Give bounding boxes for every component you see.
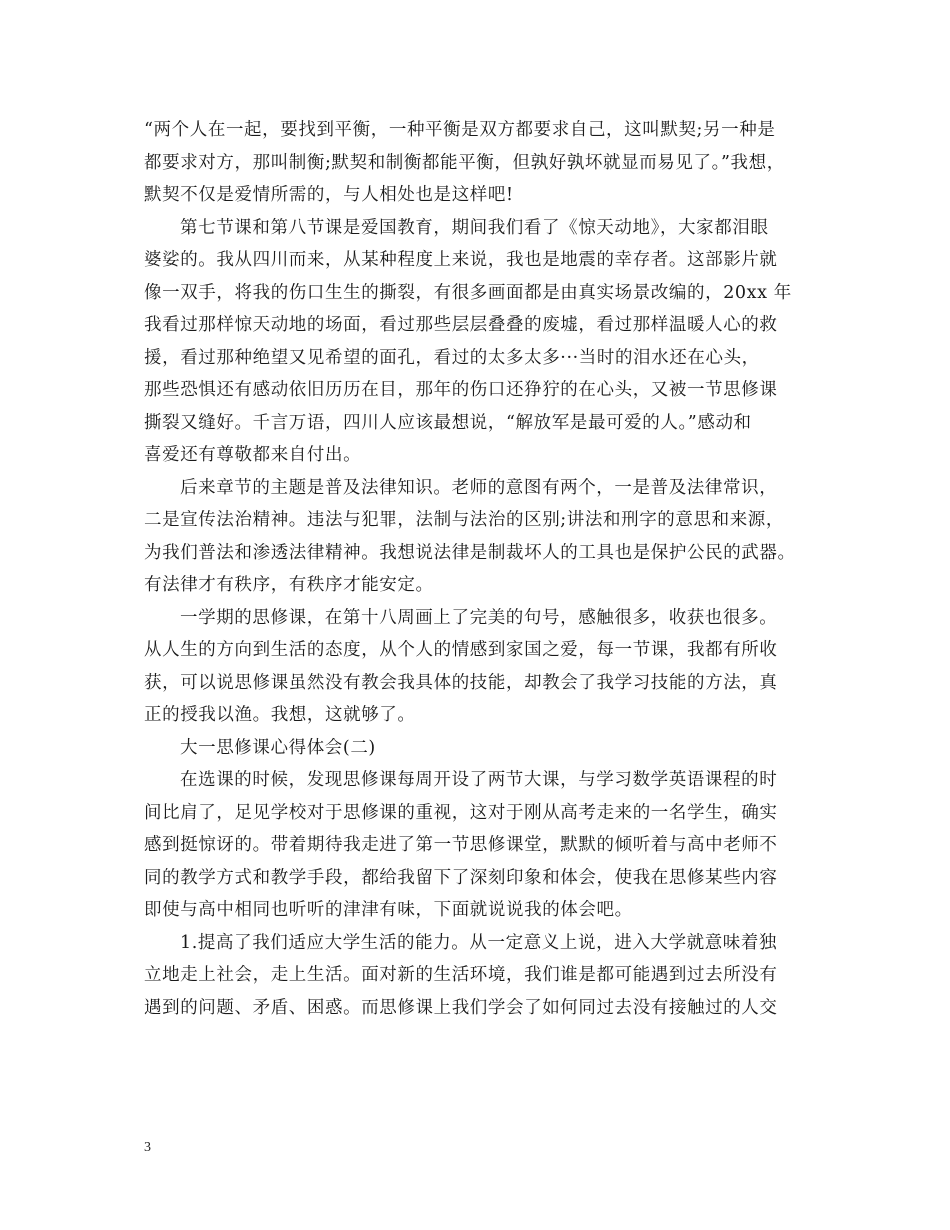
- text-line: 都要求对方，那叫制衡;默契和制衡都能平衡，但孰好孰坏就显而易见了。”我想，: [144, 152, 785, 173]
- text-line: 间比肩了，足见学校对于思修课的重视，这对于刚从高考走来的一名学生，确实: [144, 802, 778, 823]
- paragraph: [144, 472, 814, 602]
- document-body: [144, 114, 814, 1024]
- paragraph: [144, 927, 814, 1025]
- text-line: 正的授我以渔。我想，这就够了。: [144, 705, 416, 725]
- paragraph: [144, 764, 814, 927]
- text-line: 为我们普法和渗透法律精神。我想说法律是制裁坏人的工具也是保护公民的武器。: [144, 542, 796, 563]
- text-line: 默契不仅是爱情所需的，与人相处也是这样吧!: [144, 185, 514, 205]
- text-line: 援，看过那种绝望又见希望的面孔，看过的太多太多···当时的泪水还在心头，: [144, 347, 760, 368]
- text-line: 婆娑的。我从四川而来，从某种程度上来说，我也是地震的幸存者。这部影片就: [144, 250, 778, 270]
- text-line: 获，可以说思修课虽然没有教会我具体的技能，却教会了我学习技能的方法，真: [144, 672, 778, 693]
- text-line: 1.提高了我们适应大学生活的能力。从一定意义上说，进入大学就意味着独: [180, 932, 778, 953]
- paragraph: [144, 212, 814, 472]
- text-line: 那些恐惧还有感动依旧历历在目，那年的伤口还狰狞的在心头，又被一节思修课: [144, 380, 778, 400]
- text-line: 二是宣传法治精神。违法与犯罪，法制与法治的区别;讲法和刑字的意思和来源，: [144, 510, 784, 530]
- text-line: 喜爱还有尊敬都来自付出。: [144, 445, 362, 465]
- text-line: 像一双手，将我的伤口生生的撕裂，有很多画面都是由真实场景改编的，20xx 年: [144, 282, 792, 303]
- text-line: 同的教学方式和教学手段，都给我留下了深刻印象和体会，使我在思修某些内容: [144, 867, 778, 888]
- paragraph: [144, 114, 814, 212]
- text-line: 撕裂又缝好。千言万语，四川人应该最想说，“解放军是最可爱的人。”感动和: [144, 412, 752, 433]
- text-line: 从人生的方向到生活的态度，从个人的情感到家国之爱，每一节课，我都有所收: [144, 640, 778, 660]
- text-line: 一学期的思修课，在第十八周画上了完美的句号，感触很多，收获也很多。: [180, 607, 778, 628]
- text-line: 感到挺惊讶的。带着期待我走进了第一节思修课堂，默默的倾听着与高中老师不: [144, 835, 778, 855]
- text-line: 大一思修课心得体会(二): [180, 737, 376, 758]
- text-line: 在选课的时候，发现思修课每周开设了两节大课，与学习数学英语课程的时: [180, 770, 778, 790]
- text-line: “两个人在一起，要找到平衡，一种平衡是双方都要求自己，这叫默契;另一种是: [144, 120, 776, 140]
- paragraph: [144, 602, 814, 732]
- text-line: 立地走上社会，走上生活。面对新的生活环境，我们谁是都可能遇到过去所没有: [144, 965, 778, 985]
- text-line: 我看过那样惊天动地的场面，看过那些层层叠叠的废墟，看过那样温暖人心的救: [144, 315, 778, 335]
- text-line: 遇到的问题、矛盾、困惑。而思修课上我们学会了如何同过去没有接触过的人交: [144, 997, 778, 1018]
- text-line: 即使与高中相同也听听的津津有味，下面就说说我的体会吧。: [144, 900, 633, 920]
- text-line: 后来章节的主题是普及法律知识。老师的意图有两个，一是普及法律常识，: [180, 477, 778, 498]
- paragraph: [144, 732, 814, 765]
- text-line: 第七节课和第八节课是爱国教育，期间我们看了《惊天动地》，大家都泪眼: [180, 217, 769, 238]
- page-number: 3: [144, 1140, 151, 1155]
- text-line: 有法律才有秩序，有秩序才能安定。: [144, 575, 434, 595]
